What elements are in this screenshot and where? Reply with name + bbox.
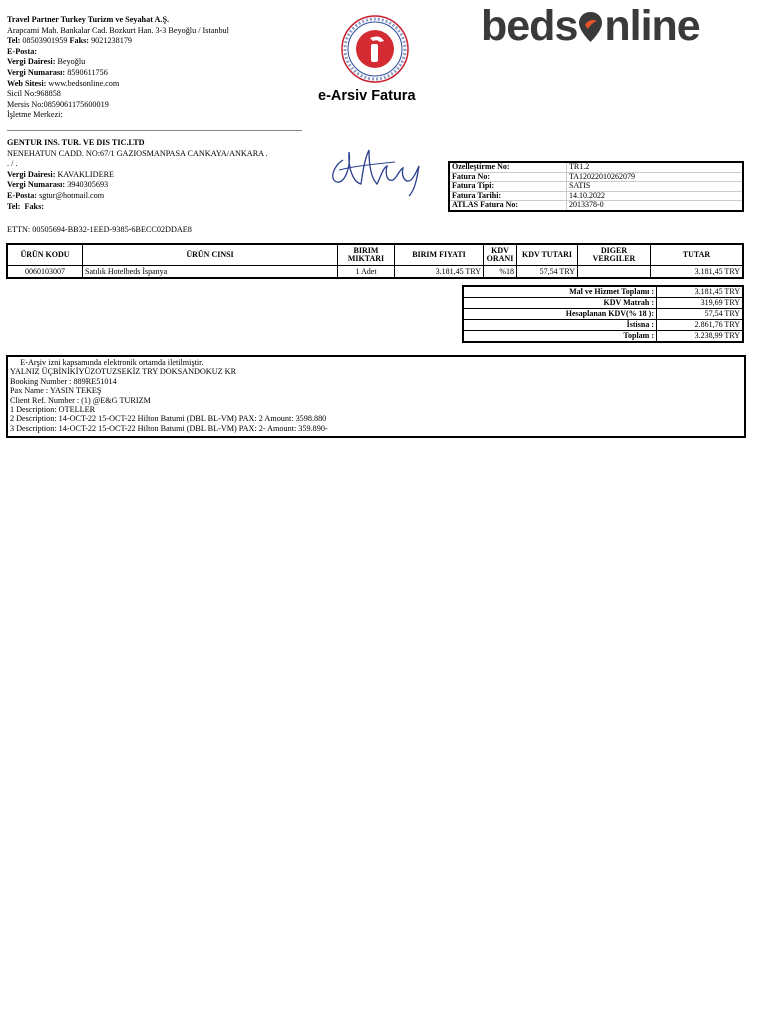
divider [7, 130, 302, 131]
notes-box [6, 355, 746, 438]
meta-row: Özelleştirme No: TR1.2 [449, 162, 743, 172]
note-line: E-Arşiv izni kapsamında elektronik ortamda iletilmiştir. [10, 358, 204, 367]
col-header: ÜRÜN KODU [7, 244, 83, 266]
table-header-row [7, 244, 743, 266]
note-line: 2 Description: 14-OCT-22 15-OCT-22 Hilton Batumi (DBL BL-VM) PAX: 2 Amount: 3598.880 [10, 414, 327, 424]
seller-name: Travel Partner Turkey Turizm ve Seyahat A.Ş. [7, 15, 170, 24]
col-header: TUTAR [651, 244, 744, 266]
total-row: Hesaplanan KDV(% 18 ): 57,54 TRY [463, 309, 743, 320]
line-items-table [6, 243, 744, 279]
document-title: e-Arsiv Fatura [318, 88, 416, 104]
col-header: KDV ORANI [484, 244, 517, 266]
col-header: DIGER VERGILER [578, 244, 651, 266]
location-pin-icon [577, 6, 604, 40]
seller-mersis: Mersis No:0859061175600019 [7, 99, 109, 109]
col-header: BIRIM FIYATI [395, 244, 484, 266]
note-line: Client Ref. Number : (1) @E&G TURIZM [10, 395, 151, 405]
invoice-meta-table [448, 161, 744, 212]
totals-table [462, 285, 744, 343]
note-line: Booking Number : 889RE51014 [10, 376, 117, 386]
seller-address: Arapcami Mah. Bankalar Cad. Bozkurt Han. 3-3 Beyoğlu / Istanbul [7, 25, 229, 35]
buyer-tax-number: Vergi Numarası: 3940305693 [7, 180, 109, 190]
col-header: KDV TUTARI [517, 244, 578, 266]
total-row: Mal ve Hizmet Toplamı : 3.181,45 TRY [463, 286, 743, 298]
col-header: BIRIM MIKTARI [338, 244, 395, 266]
meta-row: Fatura Tipi: SATIS [449, 182, 743, 192]
note-line: 3 Description: 14-OCT-22 15-OCT-22 Hilton Batumi (DBL BL-VM) PAX: 2- Amount: 359.890- [10, 423, 328, 433]
table-row: 0060103007 Satılık Hotelbeds İspanya 1 Adet 3.181,45 TRY %18 57,54 TRY 3.181,45 TRY [7, 266, 743, 279]
seller-branch: İşletme Merkezi: [7, 110, 63, 120]
ministry-seal-icon [340, 14, 410, 84]
buyer-address-2: . / . [7, 159, 18, 169]
total-row: İstisna : 2.861,76 TRY [463, 320, 743, 331]
seller-email-label: E-Posta: [7, 46, 38, 56]
seller-tax-office: Vergi Dairesi: Beyoğlu [7, 57, 86, 67]
col-header: ÜRÜN CINSI [83, 244, 338, 266]
buyer-name: GENTUR INS. TUR. VE DIS TIC.LTD [7, 138, 145, 147]
seller-registry: Sicil No:968858 [7, 89, 61, 99]
meta-row: Fatura Tarihi: 14.10.2022 [449, 191, 743, 201]
buyer-tax-office: Vergi Dairesi: KAVAKLIDERE [7, 169, 115, 179]
note-line: Pax Name : YASIN TEKEŞ [10, 386, 102, 396]
meta-row: ATLAS Fatura No: 2013378-0 [449, 201, 743, 211]
seller-website: Web Sitesi: www.bedsonline.com [7, 78, 120, 88]
buyer-contact: Tel: Faks: [7, 201, 44, 211]
ettn: ETTN: 00505694-BB32-1EED-9385-6BECC02DDAE8 [7, 225, 192, 234]
note-line: YALNIZ ÜÇBİNİKİYÜZOTUZSEKİZ TRY DOKSANDOKUZ KR [10, 367, 237, 377]
total-row: KDV Matrah : 319,69 TRY [463, 298, 743, 309]
total-row: Toplam : 3.238,99 TRY [463, 331, 743, 343]
buyer-info [7, 138, 307, 212]
signature-image [325, 140, 425, 200]
seller-tax-number: Vergi Numarası: 8590611756 [7, 67, 108, 77]
meta-row: Fatura No: TA12022010262079 [449, 172, 743, 182]
note-line: 1 Description: OTELLER [10, 405, 96, 415]
buyer-address: NENEHATUN CADD. NO:67/1 GAZIOSMANPASA CANKAYA/ANKARA . [7, 148, 268, 158]
seller-contact: Tel: 08503901959 Faks: 9021238179 [7, 36, 133, 46]
bedsonline-logo: beds nline [481, 2, 700, 50]
seller-info [7, 15, 307, 121]
buyer-email: E-Posta: sgtur@hotmail.com [7, 190, 105, 200]
